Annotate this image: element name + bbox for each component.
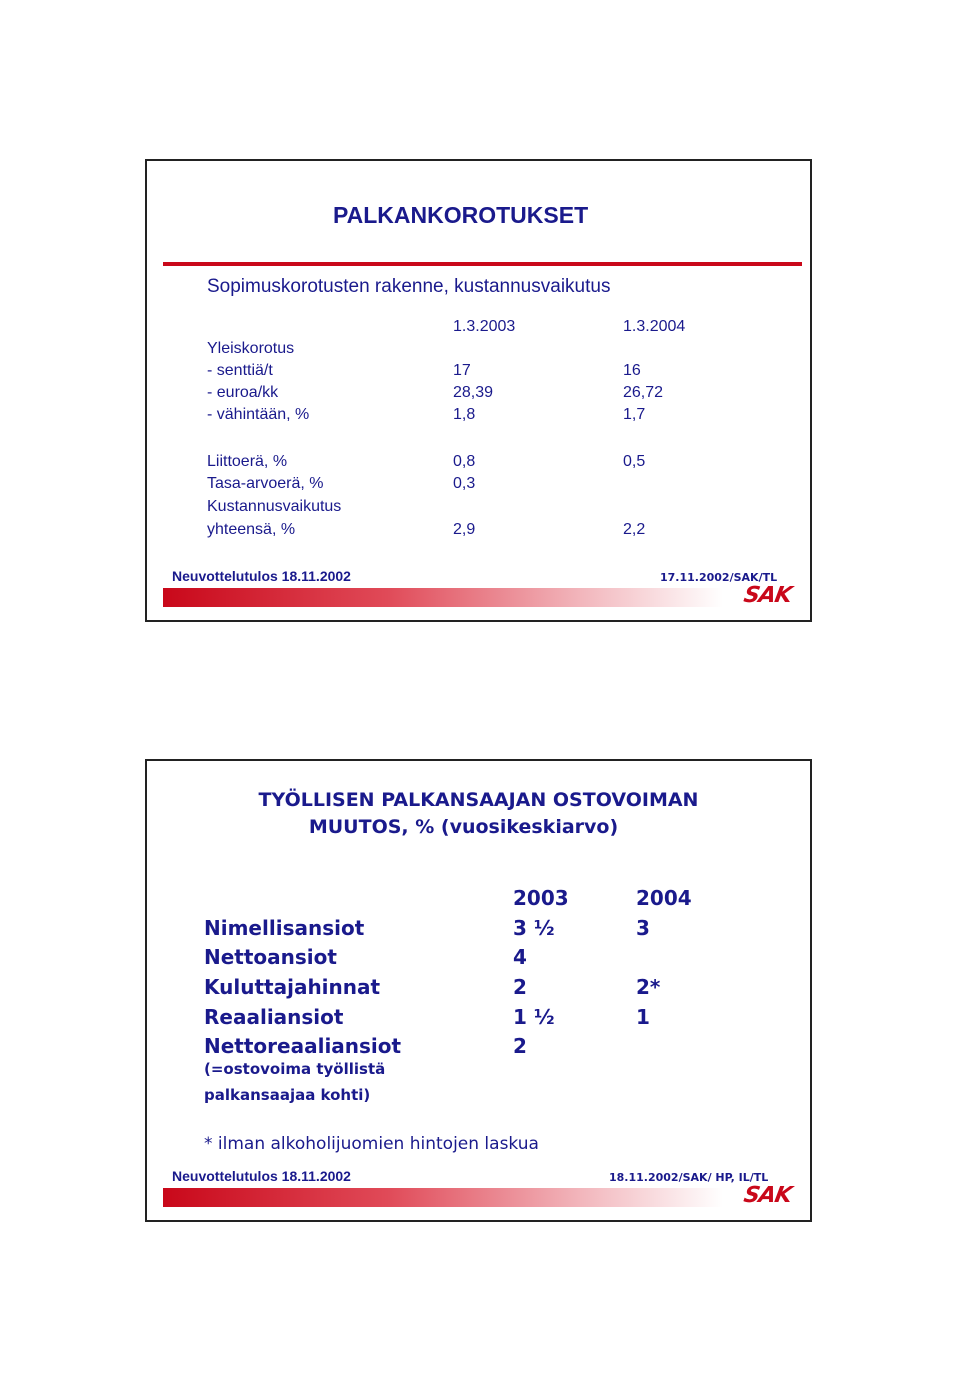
footnote: * ilman alkoholijuomien hintojen laskua (204, 1134, 539, 1154)
sak-logo: SAK (741, 1183, 794, 1208)
row-value-2004: 0,5 (623, 453, 646, 470)
row-value-2003: 0,8 (453, 453, 476, 470)
row-value-2004: 1 (636, 1005, 650, 1029)
col-header-2003: 2003 (513, 886, 569, 910)
row-value-2003: 0,3 (453, 475, 476, 492)
row-value-2003: 2 (513, 975, 527, 999)
row-value-2004: 26,72 (623, 384, 664, 401)
red-divider (163, 262, 802, 266)
footer-right: 17.11.2002/SAK/TL (660, 571, 778, 584)
row-label: Tasa-arvoerä, % (207, 475, 324, 492)
note-line1: (=ostovoima työllistä (204, 1060, 386, 1078)
footer-right: 18.11.2002/SAK/ HP, IL/TL (609, 1171, 769, 1184)
row-value-2004: 2,2 (623, 521, 646, 538)
row-value-2004: 1,7 (623, 406, 646, 423)
row-label: Kustannusvaikutus (207, 498, 342, 515)
row-value-2003: 3 ½ (513, 916, 555, 940)
row-label: Nettoansiot (204, 945, 337, 969)
note-line2: palkansaajaa kohti) (204, 1086, 371, 1104)
row-value-2003: 2,9 (453, 521, 476, 538)
row-value-2003: 17 (453, 362, 471, 379)
row-label: Reaaliansiot (204, 1005, 344, 1029)
row-label: - vähintään, % (207, 406, 310, 423)
slide-subtitle: Sopimuskorotusten rakenne, kustannusvaikutus (207, 276, 611, 297)
row-label: - euroa/kk (207, 384, 279, 401)
gradient-bar (163, 588, 723, 607)
row-label: Nimellisansiot (204, 916, 365, 940)
row-value-2004: 3 (636, 916, 650, 940)
row-label: yhteensä, % (207, 521, 296, 538)
footer-left: Neuvottelutulos 18.11.2002 (172, 568, 351, 584)
col-header-2003: 1.3.2003 (453, 318, 516, 335)
row-value-2004: 2* (636, 975, 661, 999)
slide-title: PALKANKOROTUKSET (333, 202, 589, 228)
row-label: Nettoreaaliansiot (204, 1034, 402, 1058)
row-value-2003: 1,8 (453, 406, 476, 423)
row-label: Yleiskorotus (207, 340, 295, 357)
row-value-2003: 1 ½ (513, 1005, 555, 1029)
row-value-2004: 16 (623, 362, 641, 379)
col-header-2004: 1.3.2004 (623, 318, 686, 335)
row-label: Kuluttajahinnat (204, 975, 381, 999)
slide-title-line2: MUUTOS, % (vuosikeskiarvo) (308, 816, 619, 838)
row-value-2003: 4 (513, 945, 527, 969)
gradient-bar (163, 1188, 723, 1207)
row-value-2003: 28,39 (453, 384, 494, 401)
row-label: Liittoerä, % (207, 453, 288, 470)
row-label: - senttiä/t (207, 362, 273, 379)
col-header-2004: 2004 (636, 886, 692, 910)
slide-palkankorotukset (145, 159, 812, 622)
footer-left: Neuvottelutulos 18.11.2002 (172, 1168, 351, 1184)
sak-logo: SAK (741, 583, 794, 608)
slide-ostovoima (145, 759, 812, 1222)
slide-title-line1: TYÖLLISEN PALKANSAAJAN OSTOVOIMAN (258, 789, 699, 811)
row-value-2003: 2 (513, 1034, 527, 1058)
